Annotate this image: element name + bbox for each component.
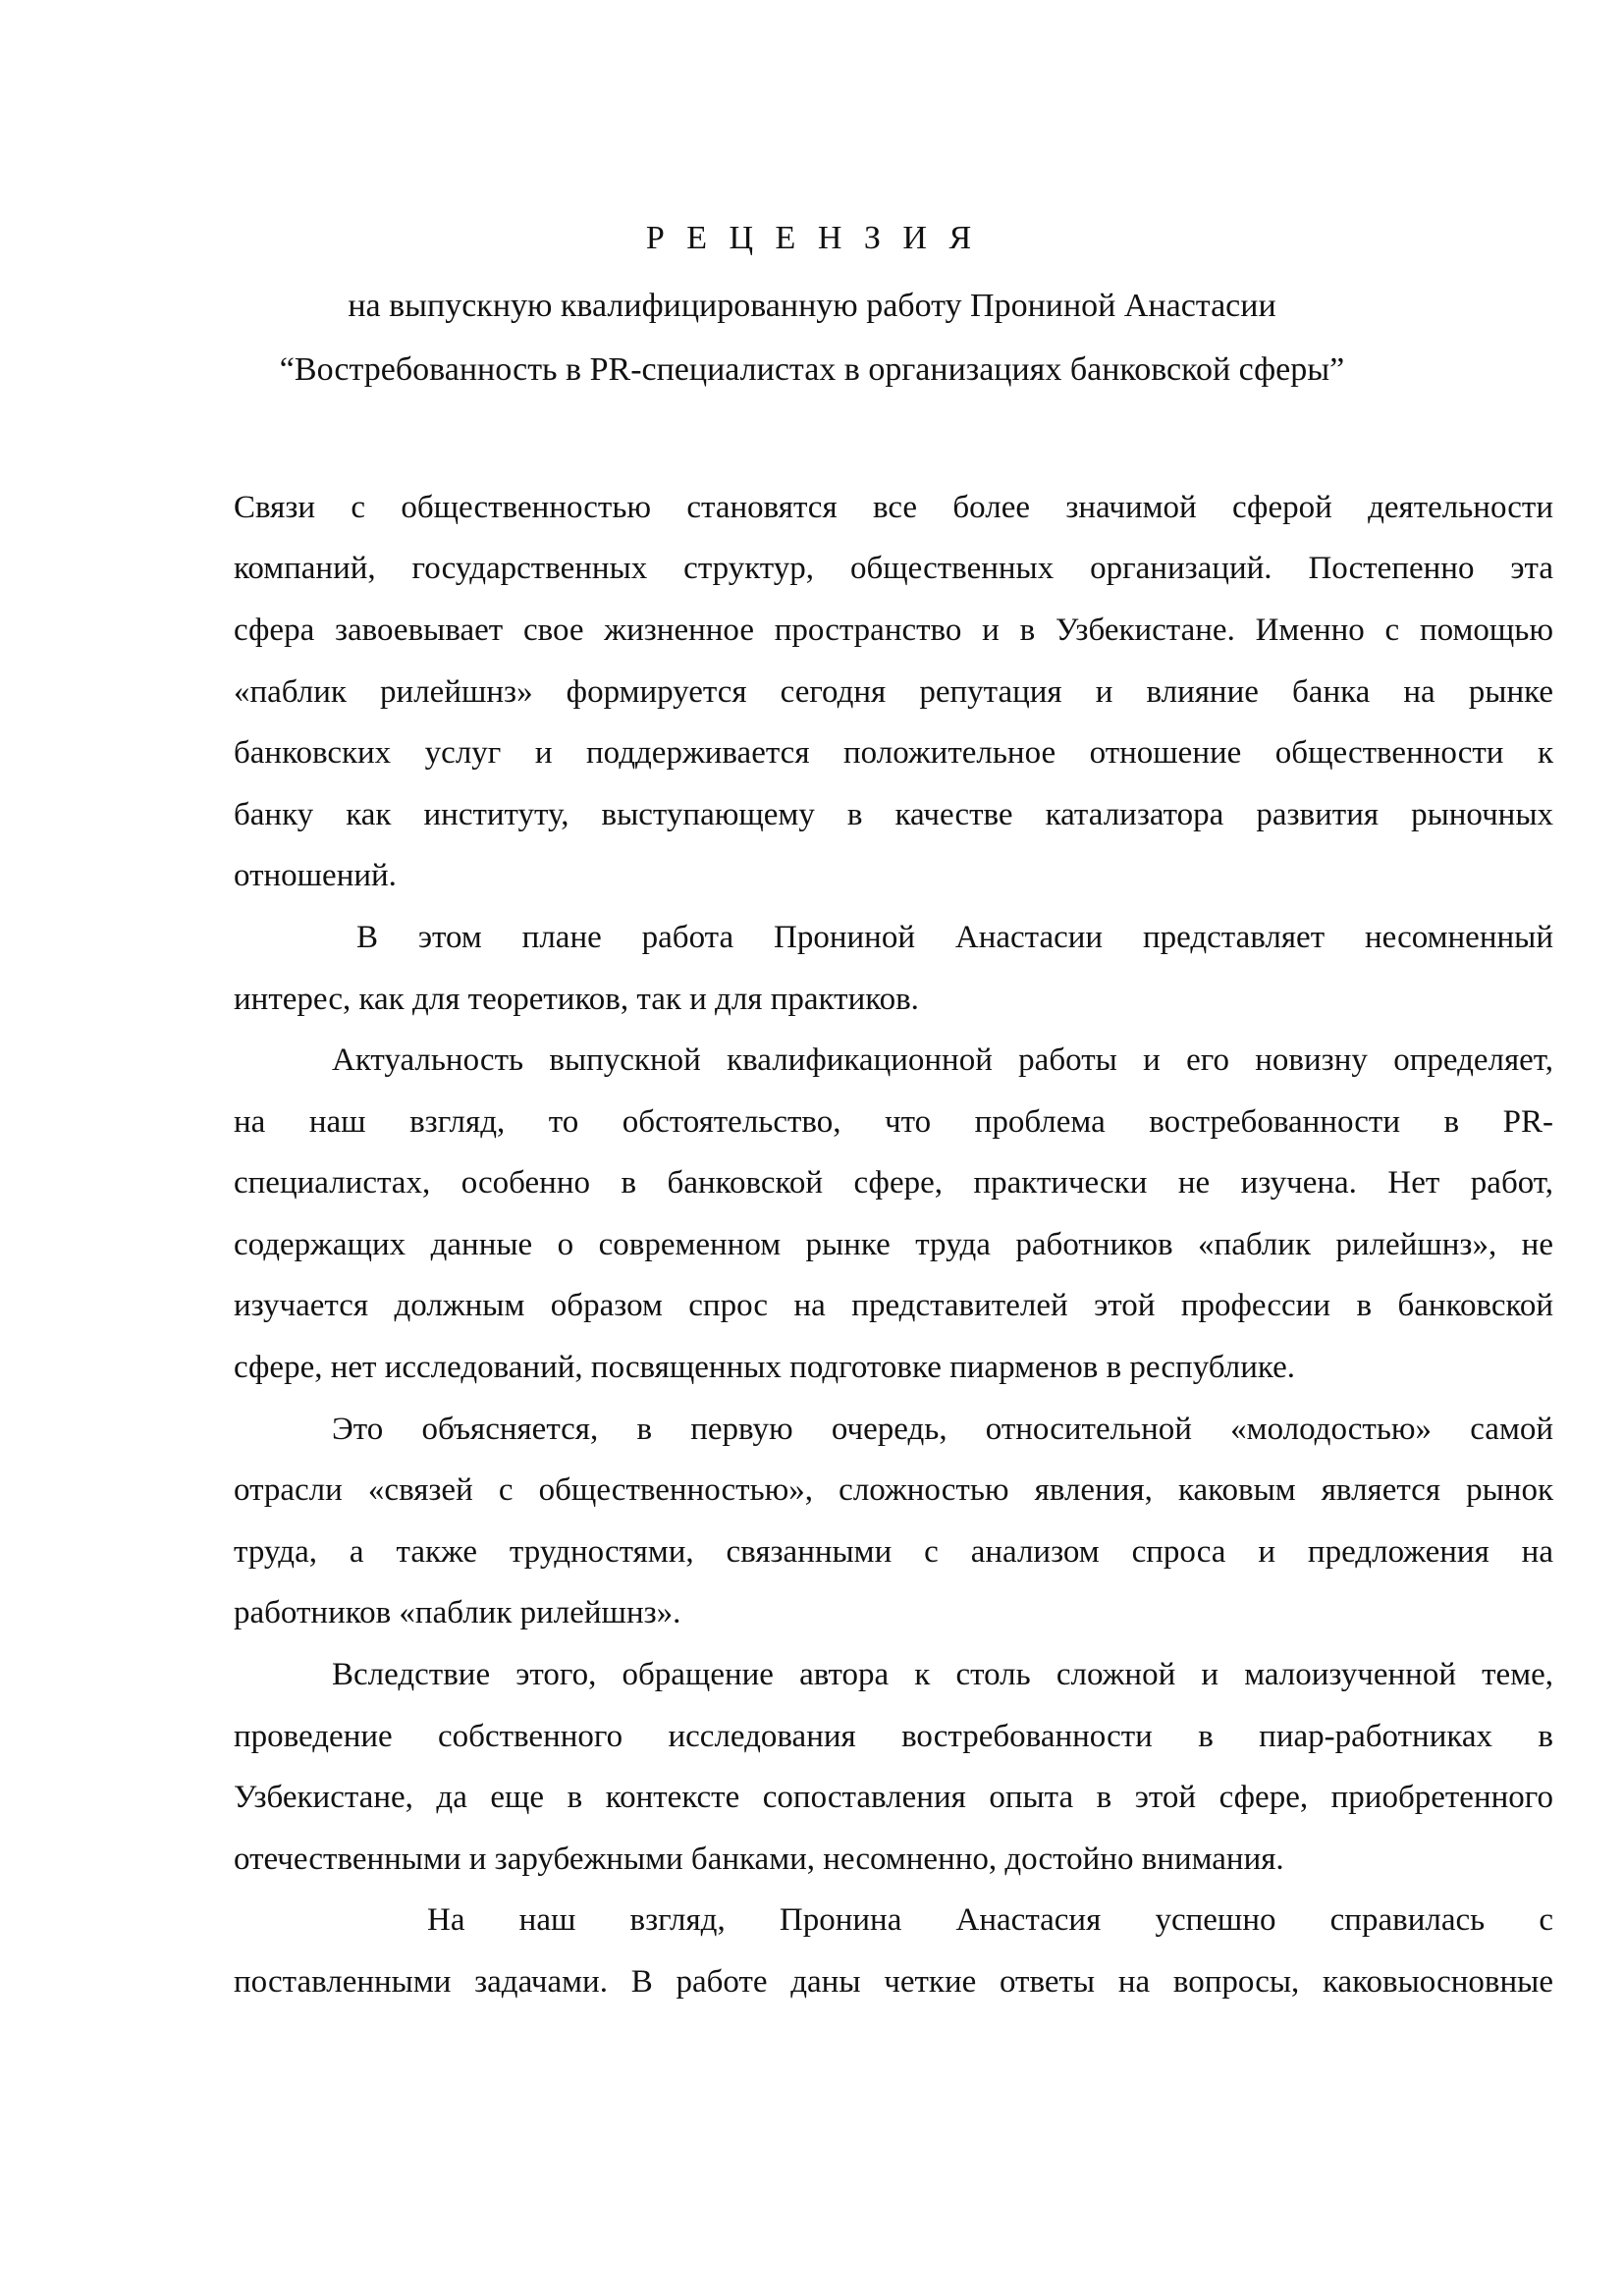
- body-line: Связи с общественностью становятся все более значимой сферой деятельности: [234, 490, 1553, 525]
- document-title: Р Е Ц Е Н З И Я: [645, 220, 979, 256]
- body-line: сфера завоевывает свое жизненное пространство и в Узбекистане. Именно с помощью: [234, 613, 1553, 648]
- body-line: изучается должным образом спрос на представителей этой профессии в банковской: [234, 1288, 1553, 1323]
- document-subtitle-line-1: на выпускную квалифицированную работу Прониной Анастасии: [348, 288, 1276, 324]
- body-line: На наш взгляд, Пронина Анастасия успешно справилась с: [427, 1902, 1553, 1938]
- body-line: Актуальность выпускной квалификационной работы и его новизну определяет,: [332, 1042, 1553, 1078]
- body-line: проведение собственного исследования востребованности в пиар-работниках в: [234, 1719, 1553, 1754]
- body-line: компаний, государственных структур, общественных организаций. Постепенно эта: [234, 551, 1553, 586]
- body-line: В этом плане работа Прониной Анастасии представляет несомненный: [356, 920, 1553, 955]
- body-line: «паблик рилейшнз» формируется сегодня репутация и влияние банка на рынке: [234, 674, 1553, 710]
- body-line: интерес, как для теоретиков, так и для практиков.: [234, 982, 919, 1017]
- body-line: Вследствие этого, обращение автора к столь сложной и малоизученной теме,: [332, 1657, 1553, 1692]
- body-line: отрасли «связей с общественностью», сложностью явления, каковым является рынок: [234, 1472, 1553, 1508]
- body-line: поставленными задачами. В работе даны четкие ответы на вопросы, каковыосновные: [234, 1964, 1553, 2000]
- body-line: работников «паблик рилейшнз».: [234, 1595, 681, 1630]
- body-line: на наш взгляд, то обстоятельство, что проблема востребованности в PR-: [234, 1104, 1553, 1140]
- body-line: специалистах, особенно в банковской сфере, практически не изучена. Нет работ,: [234, 1165, 1553, 1201]
- body-line: труда, а также трудностями, связанными с анализом спроса и предложения на: [234, 1534, 1553, 1570]
- body-line: Это объясняется, в первую очередь, относительной «молодостью» самой: [332, 1412, 1553, 1447]
- document-subtitle-line-2: “Востребованность в PR-специалистах в организациях банковской сферы”: [279, 351, 1345, 388]
- body-line: Узбекистане, да еще в контексте сопоставления опыта в этой сфере, приобретенного: [234, 1780, 1553, 1815]
- body-line: содержащих данные о современном рынке труда работников «паблик рилейшнз», не: [234, 1227, 1553, 1262]
- body-line: отношений.: [234, 858, 397, 893]
- body-line: банку как институту, выступающему в качестве катализатора развития рыночных: [234, 797, 1553, 832]
- body-line: сфере, нет исследований, посвященных подготовке пиарменов в республике.: [234, 1350, 1295, 1385]
- body-line: отечественными и зарубежными банками, несомненно, достойно внимания.: [234, 1842, 1284, 1877]
- body-line: банковских услуг и поддерживается положительное отношение общественности к: [234, 735, 1553, 771]
